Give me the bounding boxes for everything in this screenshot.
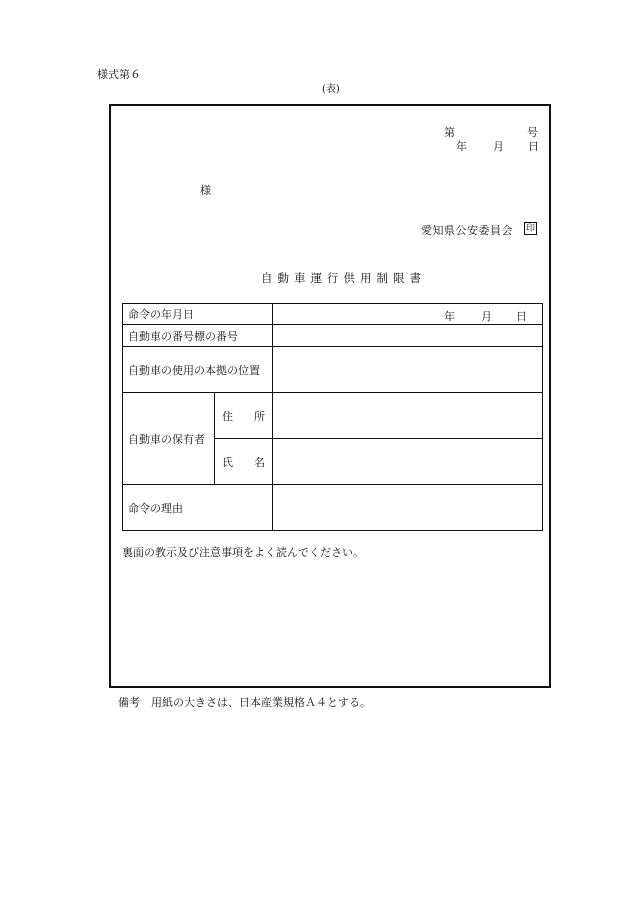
usage-base-value — [273, 347, 543, 393]
details-table — [122, 303, 543, 531]
order-date-value — [273, 304, 543, 325]
seal-mark: 印 — [525, 224, 535, 234]
remarks — [118, 697, 371, 708]
remarks-text: 用紙の大きさは、日本産業規格Ａ４とする。 — [151, 696, 371, 709]
owner-name-value — [273, 439, 543, 485]
plate-number-value — [273, 325, 543, 347]
owner-address-label — [215, 393, 273, 439]
remarks-label: 備考 — [118, 696, 140, 709]
usage-base-label: 自動車の使用の本拠の位置 — [123, 347, 273, 393]
order-date-year: 年 — [444, 310, 455, 323]
issue-date-year: 年 — [456, 140, 467, 153]
order-date-month: 月 — [481, 310, 492, 323]
side-label: (表) — [322, 84, 340, 95]
owner-label: 自動車の保有者 — [123, 393, 215, 485]
table-row — [123, 347, 543, 393]
form-frame — [109, 104, 551, 688]
issue-date-day: 日 — [528, 140, 539, 153]
document-title: 自動車運行供用制限書 — [261, 271, 426, 285]
document-number-suffix: 号 — [527, 126, 538, 139]
owner-address-label-2: 所 — [254, 409, 265, 423]
issuer-name: 愛知県公安委員会 — [421, 224, 513, 237]
order-date-day: 日 — [516, 310, 527, 323]
owner-name-label — [215, 439, 273, 485]
owner-address-label-1: 住 — [222, 409, 233, 423]
notice-text: 裏面の教示及び注意事項をよく読んでください。 — [122, 546, 364, 559]
table-row — [123, 485, 543, 531]
issue-date-month: 月 — [493, 140, 504, 153]
document-number-prefix: 第 — [444, 126, 455, 139]
addressee-honorific: 様 — [200, 184, 211, 197]
reason-label: 命令の理由 — [123, 485, 273, 531]
reason-value — [273, 485, 543, 531]
order-date-label: 命令の年月日 — [123, 304, 273, 325]
table-row — [123, 325, 543, 347]
owner-name-label-1: 氏 — [222, 455, 233, 469]
owner-address-value — [273, 393, 543, 439]
owner-name-label-2: 名 — [254, 455, 265, 469]
form-number: 様式第６ — [97, 68, 141, 81]
plate-number-label: 自動車の番号標の番号 — [123, 325, 273, 347]
table-row — [123, 393, 543, 439]
table-row — [123, 304, 543, 325]
